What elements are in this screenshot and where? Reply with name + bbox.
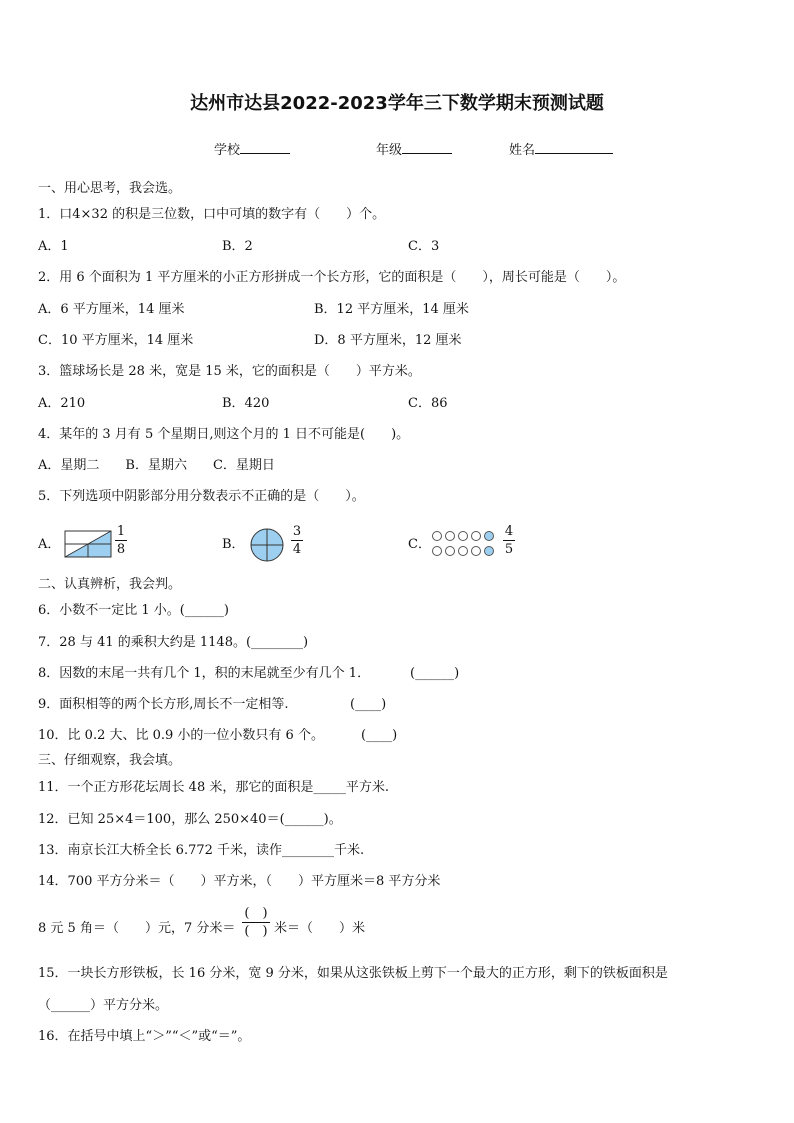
fraction-numerator: 4 [504,524,514,539]
question-7: 7．28 与 41 的乘积大约是 1148。(________) [38,635,309,650]
q5-option-a-figure [64,530,112,558]
q1-option-c: C．3 [408,239,440,254]
question-6: 6．小数不一定比 1 小。(______) [38,603,229,618]
q5-fraction-a [115,524,127,557]
fraction-numerator: ( ) [244,906,268,921]
name-blank[interactable] [535,141,613,154]
question-15: 15．一块长方形铁板，长 16 分米，宽 9 分米，如果从这张铁板上剪下一个最大的正方形，剩下的铁板面积是 [38,966,668,981]
q3-option-c: C．86 [408,396,448,411]
fraction-numerator: 1 [116,524,126,539]
grade-blank[interactable] [402,141,452,154]
school-label: 学校 [214,143,241,158]
question-10: 10．比 0.2 大、比 0.9 小的一位小数只有 6 个。 [38,728,324,743]
q1-option-a: A．1 [38,239,69,254]
question-9: 9．面积相等的两个长方形,周长不一定相等. [38,697,289,712]
q5-option-b-figure [249,527,285,563]
q14-fraction-blank[interactable] [242,906,270,939]
q2-option-c: C．10 平方厘米，14 厘米 [38,333,194,348]
q2-option-a: A．6 平方厘米，14 厘米 [38,302,185,317]
grade-field [376,141,452,159]
question-2: 2．用 6 个面积为 1 平方厘米的小正方形拼成一个长方形，它的面积是（ ），周长可能是（ ）。 [38,270,626,285]
school-field [214,141,290,159]
question-13: 13．南京长江大桥全长 6.772 千米，读作________千米. [38,843,365,858]
q8-answer-blank[interactable]: (______) [410,666,460,681]
question-8: 8．因数的末尾一共有几个 1，积的末尾就至少有几个 1． [38,666,371,681]
q3-option-b: B．420 [222,396,270,411]
q5-fraction-b [291,524,303,557]
q1-option-b: B．2 [222,239,253,254]
section-1-heading: 一、用心思考，我会选。 [38,181,182,196]
fraction-denominator: 4 [292,542,302,557]
school-blank[interactable] [240,141,290,154]
question-15-answer-line: （______）平方分米。 [38,998,169,1013]
grade-label: 年级 [376,143,403,158]
q5-option-b-label: B． [222,537,245,552]
q2-option-d: D．8 平方厘米，12 厘米 [314,333,462,348]
fraction-denominator: 8 [116,542,126,557]
q2-option-b: B．12 平方厘米，14 厘米 [314,302,469,317]
fraction-numerator: 3 [292,524,302,539]
question-5: 5．下列选项中阴影部分用分数表示不正确的是（ ）。 [38,489,365,504]
question-14: 14．700 平方分米＝（ ）平方米，（ ）平方厘米＝8 平方分米 [38,874,441,889]
q5-fraction-c [503,524,515,557]
shaded-dot [485,532,494,541]
page-title: 达州市达县2022-2023学年三下数学期末预测试题 [190,93,604,114]
question-4: 4．某年的 3 月有 5 个星期日,则这个月的 1 日不可能是( )。 [38,427,410,442]
fraction-denominator: ( ) [244,924,268,939]
q5-option-c-label: C． [408,537,431,552]
question-14-part2-left: 8 元 5 角＝（ ）元，7 分米＝ [38,921,236,936]
shaded-dot [485,547,494,556]
q9-answer-blank[interactable]: (____) [350,697,387,712]
q10-answer-blank[interactable]: (____) [361,728,398,743]
question-16: 16．在括号中填上“＞”“＜”或“＝”。 [38,1029,251,1044]
q5-option-c-figure [431,529,499,559]
q4-options: A．星期二 B．星期六 C．星期日 [38,458,275,473]
question-3: 3．篮球场长是 28 米，宽是 15 米，它的面积是（ ）平方米。 [38,364,421,379]
q5-option-a-label: A． [38,537,61,552]
q3-option-a: A．210 [38,396,86,411]
question-14-part2-right: 米＝（ ）米 [274,921,366,936]
name-label: 姓名 [509,143,536,158]
section-3-heading: 三、仔细观察，我会填。 [38,753,182,768]
question-1: 1．口4×32 的积是三位数，口中可填的数字有（ ）个。 [38,207,386,222]
question-12: 12．已知 25×4＝100，那么 250×40＝(______)。 [38,812,342,827]
name-field [509,141,613,159]
section-2-heading: 二、认真辨析，我会判。 [38,577,182,592]
fraction-denominator: 5 [504,542,514,557]
question-11: 11．一个正方形花坛周长 48 米，那它的面积是_____平方米. [38,780,389,795]
